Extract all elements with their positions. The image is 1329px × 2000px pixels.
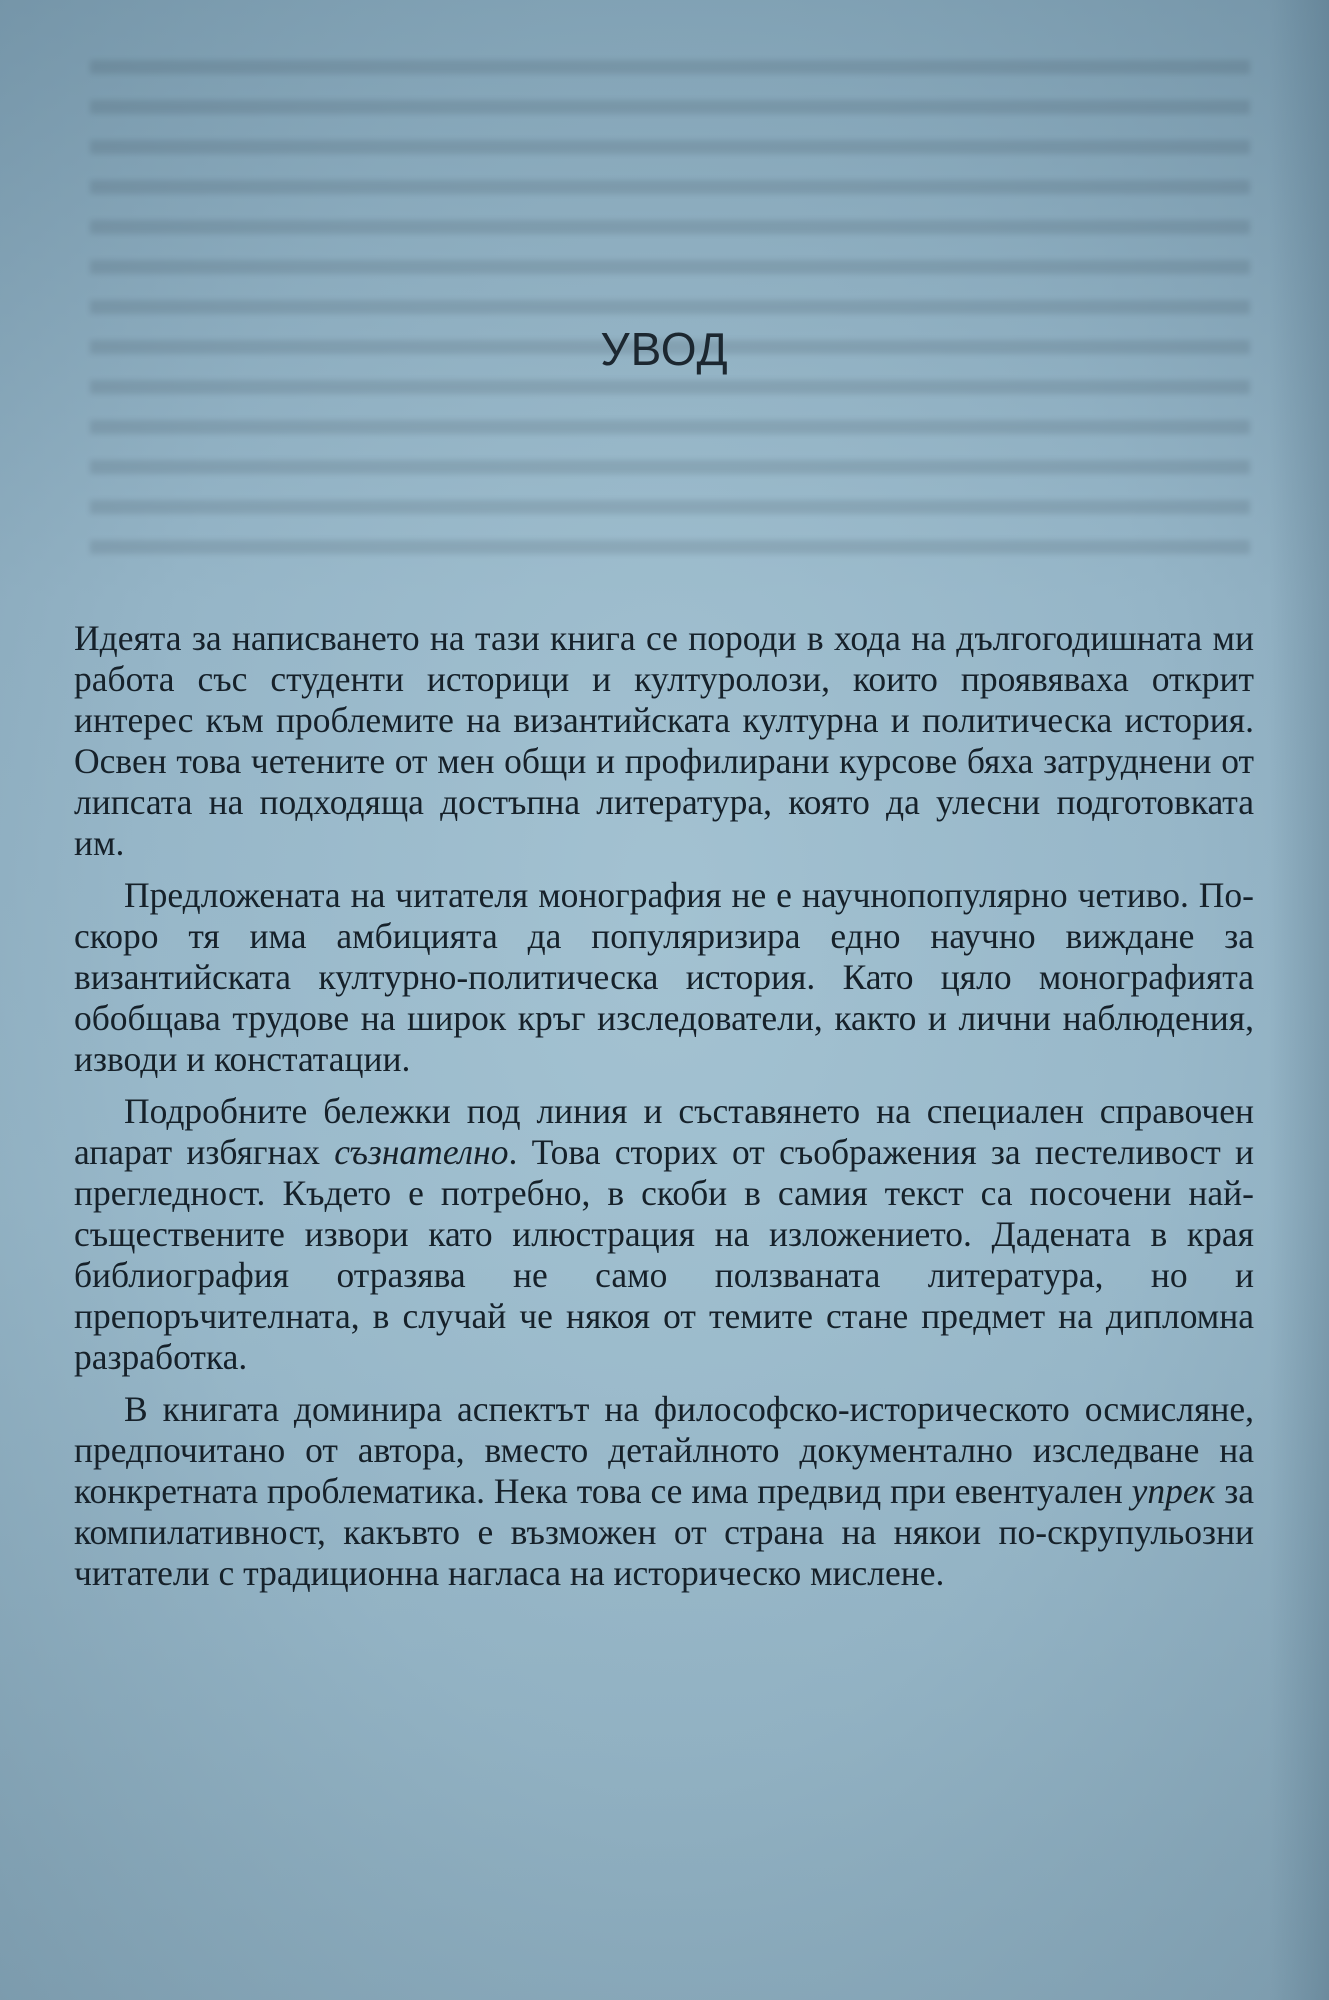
paragraph-3: [74, 1091, 1254, 1378]
bleed-through-texture: [90, 60, 1250, 580]
paragraph-1: Идеята за написването на тази книга се породи в хода на дългогодишната ми работа със студенти историци и културолози, които проявяваха открит интерес към проблемите на византийската културна и политическа история. Освен това четените от мен общи и профилирани курсове бяха затруднени от липсата на подходяща достъпна литература, която да улесни подготовката им.: [74, 618, 1254, 863]
paragraph-4: [74, 1389, 1254, 1594]
page-edge-shadow: [1269, 0, 1329, 2000]
paragraph-4-emphasis: упрек: [1131, 1471, 1216, 1511]
paragraph-4-text-a: В книгата доминира аспектът на философско-историческото осмисляне, предпочитано от автора, вместо детайлното документално изследване на конкретната проблематика. Нека това се има предвид при евентуален: [74, 1389, 1254, 1511]
paragraph-3-emphasis: съзнателно: [334, 1132, 509, 1172]
body-text: [74, 618, 1254, 1594]
paragraph-2: Предложената на читателя монография не е научнопопулярно четиво. По-скоро тя има амбицията да популяризира едно научно виждане за византийската културно-политическа история. Като цяло монографията обобщава трудове на широк кръг изследователи, както и лични наблюдения, изводи и констатации.: [74, 875, 1254, 1079]
paragraph-3-text-a: Подробните бележки под линия и съставянето на специален справочен апарат избягнах: [74, 1091, 1254, 1172]
paragraph-3-text-b: . Това сторих от съображения за пестеливост и прегледност. Където е потребно, в скоби в самия текст са посочени най-съществените извори като илюстрация на изложението. Дадената в края библиография отразява не само ползваната литература, но и препоръчителната, в случай че някоя от темите стане предмет на дипломна разработка.: [74, 1132, 1254, 1377]
chapter-heading: УВОД: [600, 323, 729, 375]
paragraph-4-text-b: за компилативност, какъвто е възможен от страна на някои по-скрупульозни читатели с традиционна нагласа на историческо мислене.: [74, 1471, 1255, 1593]
